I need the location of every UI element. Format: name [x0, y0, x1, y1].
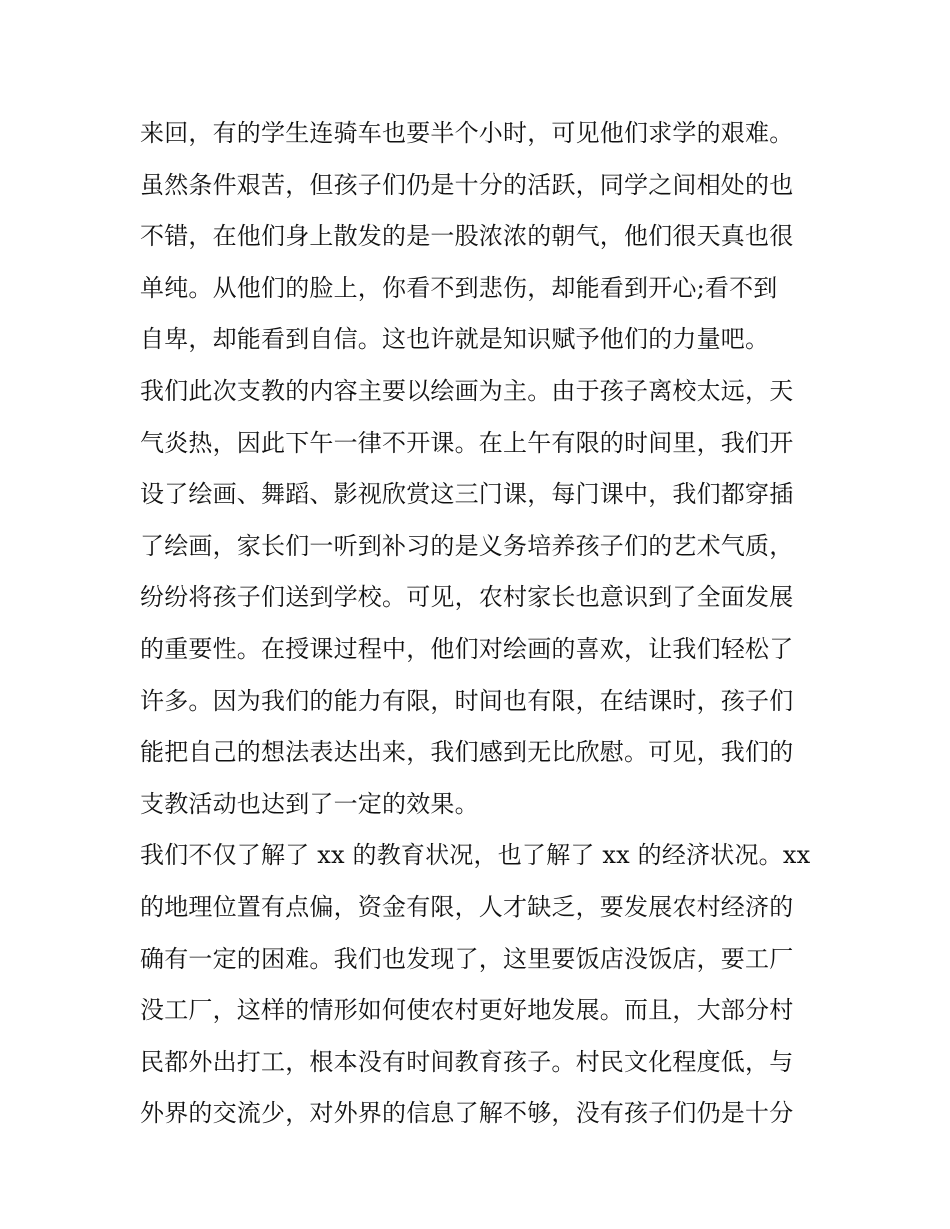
text-line: 单纯。从他们的脸上，你看不到悲伤，却能看到开心;看不到: [140, 273, 778, 302]
text-line: 纷纷将孩子们送到学校。可见，农村家长也意识到了全面发展: [140, 583, 794, 612]
text-line: 的重要性。在授课过程中，他们对绘画的喜欢，让我们轻松了: [140, 634, 794, 663]
text-line: 我们不仅了解了 xx 的教育状况，也了解了 xx 的经济状况。xx: [140, 841, 811, 870]
text-line: 没工厂，这样的情形如何使农村更好地发展。而且，大部分村: [140, 996, 794, 1025]
text-line: 气炎热，因此下午一律不开课。在上午有限的时间里，我们开: [140, 428, 794, 457]
text-line: 自卑，却能看到自信。这也许就是知识赋予他们的力量吧。: [140, 325, 770, 354]
text-line: 许多。因为我们的能力有限，时间也有限，在结课时，孩子们: [140, 686, 794, 715]
text-line: 的地理位置有点偏，资金有限，人才缺乏，要发展农村经济的: [140, 892, 794, 921]
text-line: 我们此次支教的内容主要以绘画为主。由于孩子离校太远，天: [140, 376, 794, 405]
text-line: 支教活动也达到了一定的效果。: [140, 789, 479, 818]
text-line: 民都外出打工，根本没有时间教育孩子。村民文化程度低，与: [140, 1047, 794, 1076]
text-line: 了绘画，家长们一听到补习的是义务培养孩子们的艺术气质，: [140, 531, 794, 560]
text-line: 确有一定的困难。我们也发现了，这里要饭店没饭店，要工厂: [140, 944, 794, 973]
text-line: 设了绘画、舞蹈、影视欣赏这三门课，每门课中，我们都穿插: [140, 480, 794, 509]
text-line: 外界的交流少，对外界的信息了解不够，没有孩子们仍是十分: [140, 1099, 794, 1128]
text-line: 能把自己的想法表达出来，我们感到无比欣慰。可见，我们的: [140, 738, 794, 767]
document-body: [140, 108, 820, 1140]
text-line: 不错，在他们身上散发的是一股浓浓的朝气，他们很天真也很: [140, 222, 794, 251]
text-line: 虽然条件艰苦，但孩子们仍是十分的活跃，同学之间相处的也: [140, 170, 794, 199]
text-line: 来回，有的学生连骑车也要半个小时，可见他们求学的艰难。: [140, 119, 794, 147]
